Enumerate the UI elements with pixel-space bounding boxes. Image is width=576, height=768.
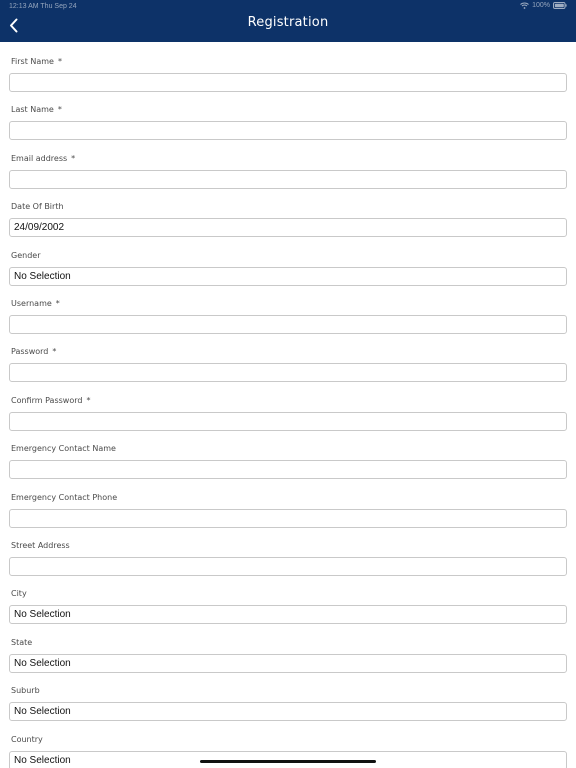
field-label-password	[11, 347, 56, 356]
battery-icon	[553, 2, 567, 9]
field-date-of-birth	[0, 187, 576, 235]
input-value: No Selection	[14, 657, 71, 669]
input-value: No Selection	[14, 270, 71, 282]
field-label-city	[11, 589, 27, 598]
field-label-text: Password	[11, 347, 49, 357]
field-label-text: Last Name	[11, 105, 54, 115]
field-emergency-contact-name	[0, 429, 576, 477]
field-street-address	[0, 526, 576, 574]
field-label-emergency-contact-name	[11, 444, 116, 453]
input-value: No Selection	[14, 754, 71, 766]
field-emergency-contact-phone	[0, 478, 576, 526]
battery-percent: 100%	[532, 2, 550, 9]
field-label-suburb	[11, 686, 40, 695]
field-first-name	[0, 42, 576, 90]
wifi-icon	[520, 2, 529, 9]
field-label-emergency-contact-phone	[11, 493, 117, 502]
input-value: 24/09/2002	[14, 222, 65, 234]
input-gender[interactable]	[9, 267, 567, 286]
input-username[interactable]	[9, 315, 567, 334]
field-label-text: Date Of Birth	[11, 202, 64, 212]
field-label-date-of-birth	[11, 202, 64, 211]
field-label-street-address	[11, 541, 70, 550]
field-label-state	[11, 638, 32, 647]
input-date-of-birth[interactable]	[9, 218, 567, 237]
field-password	[0, 332, 576, 380]
field-label-gender	[11, 251, 40, 260]
field-label-confirm-password	[11, 396, 90, 405]
field-confirm-password	[0, 381, 576, 429]
field-label-email-address	[11, 154, 75, 163]
field-suburb	[0, 671, 576, 719]
field-city	[0, 574, 576, 622]
field-label-text: Street Address	[11, 541, 70, 550]
field-label-text: City	[11, 589, 27, 599]
input-emergency-contact-phone[interactable]	[9, 509, 567, 528]
field-label-text: Emergency Contact Name	[11, 444, 116, 454]
required-mark: *	[71, 153, 76, 163]
field-label-text: State	[11, 637, 33, 647]
required-mark: *	[86, 395, 91, 405]
input-first-name[interactable]	[9, 73, 567, 92]
field-gender	[0, 236, 576, 284]
status-time-date: 12:13 AM Thu Sep 24	[9, 3, 77, 10]
field-label-text: Gender	[11, 250, 41, 260]
field-label-text: First Name	[11, 57, 54, 66]
status-indicators	[520, 2, 567, 9]
field-label-username	[11, 299, 60, 308]
input-emergency-contact-name[interactable]	[9, 460, 567, 479]
input-value: No Selection	[14, 706, 71, 718]
required-mark: *	[55, 299, 60, 308]
field-email-address	[0, 139, 576, 187]
field-username	[0, 284, 576, 332]
field-label-country	[11, 735, 43, 744]
input-street-address[interactable]	[9, 557, 567, 576]
field-state	[0, 623, 576, 671]
field-label-text: Confirm Password	[11, 395, 83, 405]
field-label-text: Email address	[11, 153, 68, 163]
input-suburb[interactable]	[9, 702, 567, 721]
input-email-address[interactable]	[9, 170, 567, 189]
field-label-last-name	[11, 105, 62, 114]
input-confirm-password[interactable]	[9, 412, 567, 431]
input-state[interactable]	[9, 654, 567, 673]
field-last-name	[0, 90, 576, 138]
field-label-text: Suburb	[11, 686, 40, 696]
field-label-text: Country	[11, 734, 43, 744]
field-label-text: Emergency Contact Phone	[11, 492, 118, 502]
input-last-name[interactable]	[9, 121, 567, 140]
required-mark: *	[57, 57, 62, 66]
required-mark: *	[52, 347, 57, 357]
field-label-first-name	[11, 57, 62, 66]
home-indicator	[200, 760, 376, 763]
input-password[interactable]	[9, 363, 567, 382]
input-city[interactable]	[9, 605, 567, 624]
input-value: No Selection	[14, 609, 71, 621]
page-title: Registration	[247, 15, 329, 30]
header-bar	[0, 0, 576, 42]
required-mark: *	[57, 105, 62, 115]
field-label-text: Username	[11, 299, 52, 308]
status-bar	[0, 0, 576, 13]
